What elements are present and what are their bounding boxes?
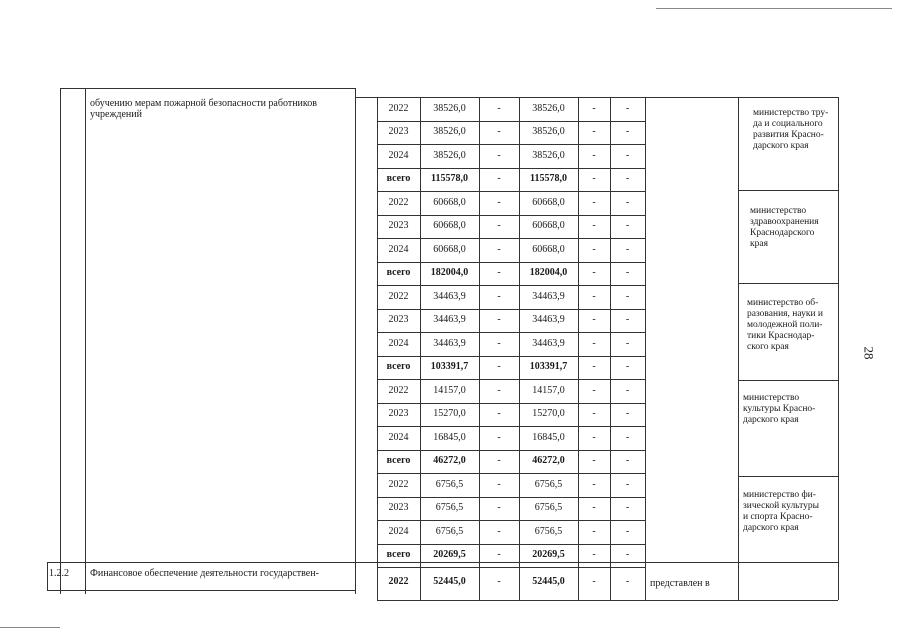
row-18-fed: -: [497, 525, 501, 537]
row-11-regional: 103391,7: [529, 361, 568, 373]
row-15-total: 46272,0: [433, 455, 466, 467]
row-0-regional: 38526,0: [532, 102, 565, 114]
row-11-total: 103391,7: [430, 361, 469, 373]
row-19-other: -: [625, 549, 630, 561]
row-18-other: -: [625, 525, 630, 537]
col-line-num: [85, 88, 86, 594]
row-3-local: -: [592, 173, 596, 185]
col-line-result: [738, 97, 739, 600]
row-7-fed: -: [497, 267, 501, 279]
row-4-year: 2022: [388, 196, 409, 208]
row-122-other: -: [625, 576, 630, 587]
row-122-regional: 52445,0: [532, 576, 565, 587]
row-19-local: -: [592, 549, 596, 561]
row-10-year: 2024: [388, 337, 409, 349]
row-5-other: -: [625, 220, 630, 232]
row-2-total: 38526,0: [433, 149, 466, 161]
executor-culture: министерство культуры Красно- дарского края: [743, 393, 816, 425]
executor-education: министерство об- разования, науки и молодежной поли- тики Краснодар- ского края: [747, 298, 824, 352]
row-11-other: -: [625, 361, 630, 373]
row-line-19: [377, 567, 645, 568]
row-18-local: -: [592, 525, 596, 537]
row-1-total: 38526,0: [433, 126, 466, 138]
row-0-total: 38526,0: [433, 102, 466, 114]
row-17-regional: 6756,5: [534, 502, 563, 514]
row-11-fed: -: [497, 361, 501, 373]
row-6-total: 60668,0: [433, 243, 466, 255]
row-14-fed: -: [497, 431, 501, 443]
col-line-right: [838, 97, 839, 600]
row-14-other: -: [625, 431, 630, 443]
row-122-description: Финансовое обеспечение деятельности государствен-: [90, 568, 319, 579]
row-6-year: 2024: [388, 243, 409, 255]
row-15-fed: -: [497, 455, 501, 467]
row-16-regional: 6756,5: [534, 478, 563, 490]
row-5-total: 60668,0: [433, 220, 466, 232]
row-122-year: 2022: [388, 576, 409, 587]
col-line-left: [60, 88, 61, 594]
row-16-total: 6756,5: [435, 478, 464, 490]
executor-health: министерство здравоохранения Краснодарского края: [750, 206, 819, 249]
row-18-total: 6756,5: [435, 525, 464, 537]
row-2-other: -: [625, 149, 630, 161]
row-12-year: 2022: [388, 384, 409, 396]
row-1-year: 2023: [388, 126, 409, 138]
row-10-local: -: [592, 337, 596, 349]
row-10-regional: 34463,9: [532, 337, 565, 349]
exec-sep-3: [738, 380, 838, 381]
row-122-result: представлен в: [650, 578, 710, 589]
row-9-year: 2023: [388, 314, 409, 326]
row-3-regional: 115578,0: [530, 173, 567, 185]
row-2-fed: -: [497, 149, 501, 161]
row-2-year: 2024: [388, 149, 409, 161]
row-10-total: 34463,9: [433, 337, 466, 349]
row-7-local: -: [592, 267, 596, 279]
row-1-regional: 38526,0: [532, 126, 565, 138]
row-9-other: -: [625, 314, 630, 326]
row-17-other: -: [625, 502, 630, 514]
row-1-other: -: [625, 126, 630, 138]
page-number: 28: [861, 346, 877, 360]
row-10-fed: -: [497, 337, 501, 349]
row-9-fed: -: [497, 314, 501, 326]
col-line-other: [645, 97, 646, 600]
row-17-local: -: [592, 502, 596, 514]
row-13-regional: 15270,0: [532, 408, 565, 420]
row-13-year: 2023: [388, 408, 409, 420]
row-13-total: 15270,0: [433, 408, 466, 420]
row-8-local: -: [592, 290, 596, 302]
row-16-local: -: [592, 478, 596, 490]
row-11-year: всего: [386, 361, 411, 373]
row-8-total: 34463,9: [433, 290, 466, 302]
row-4-local: -: [592, 196, 596, 208]
exec-sep-1: [738, 190, 838, 191]
section-description: обучению мерам пожарной безопасности работников учреждений: [90, 98, 317, 120]
scan-edge-bottom: [0, 627, 60, 628]
row-122-bottom-line: [47, 590, 355, 591]
row-122-left-line: [47, 562, 48, 590]
row-15-year: всего: [386, 455, 411, 467]
row-12-local: -: [592, 384, 596, 396]
row-5-regional: 60668,0: [532, 220, 565, 232]
row-3-other: -: [625, 173, 630, 185]
row-14-local: -: [592, 431, 596, 443]
row-0-local: -: [592, 102, 596, 114]
row-12-other: -: [625, 384, 630, 396]
row-4-fed: -: [497, 196, 501, 208]
row-1-fed: -: [497, 126, 501, 138]
row-10-other: -: [625, 337, 630, 349]
row-14-regional: 16845,0: [532, 431, 565, 443]
row-5-local: -: [592, 220, 596, 232]
row-4-total: 60668,0: [433, 196, 466, 208]
scan-edge-top: [656, 8, 892, 9]
row-13-local: -: [592, 408, 596, 420]
row-8-fed: -: [497, 290, 501, 302]
row-17-fed: -: [497, 502, 501, 514]
row-4-other: -: [625, 196, 630, 208]
row-7-total: 182004,0: [430, 267, 469, 279]
row-11-local: -: [592, 361, 596, 373]
row-9-regional: 34463,9: [532, 314, 565, 326]
row-16-fed: -: [497, 478, 501, 490]
row-3-total: 115578,0: [431, 173, 468, 185]
exec-sep-4: [738, 476, 838, 477]
row-16-year: 2022: [388, 478, 409, 490]
row-7-regional: 182004,0: [529, 267, 568, 279]
row-14-year: 2024: [388, 431, 409, 443]
row-0-fed: -: [497, 102, 501, 114]
row-12-total: 14157,0: [433, 384, 466, 396]
row-122-total: 52445,0: [433, 576, 466, 587]
row-18-regional: 6756,5: [534, 525, 563, 537]
row-8-year: 2022: [388, 290, 409, 302]
col-line-desc: [355, 88, 356, 594]
row-122-local: -: [592, 576, 596, 587]
row-12-fed: -: [497, 384, 501, 396]
row-18-year: 2024: [388, 525, 409, 537]
row-122-bottom-line-right: [377, 600, 838, 601]
row-15-local: -: [592, 455, 596, 467]
row-19-total: 20269,5: [433, 549, 466, 561]
row-2-local: -: [592, 149, 596, 161]
row-13-fed: -: [497, 408, 501, 420]
row-122-fed: -: [497, 576, 501, 587]
row-7-other: -: [625, 267, 630, 279]
row-15-regional: 46272,0: [532, 455, 565, 467]
row-8-regional: 34463,9: [532, 290, 565, 302]
row-4-regional: 60668,0: [532, 196, 565, 208]
row-19-year: всего: [386, 549, 411, 561]
row-19-fed: -: [497, 549, 501, 561]
row-17-total: 6756,5: [435, 502, 464, 514]
executor-sport: министерство фи- зической культуры и спорта Красно- дарского края: [743, 490, 820, 533]
row-6-fed: -: [497, 243, 501, 255]
row-13-other: -: [625, 408, 630, 420]
exec-sep-2: [738, 283, 838, 284]
row-122-num: 1.2.2: [49, 568, 69, 579]
executor-labor: министерство тру- да и социального развития Красно- дарского края: [753, 108, 829, 151]
table-top-line: [60, 88, 355, 89]
row-19-regional: 20269,5: [532, 549, 565, 561]
row-3-fed: -: [497, 173, 501, 185]
row-9-local: -: [592, 314, 596, 326]
row-12-regional: 14157,0: [532, 384, 565, 396]
row-5-fed: -: [497, 220, 501, 232]
row-5-year: 2023: [388, 220, 409, 232]
row-16-other: -: [625, 478, 630, 490]
row-0-year: 2022: [388, 102, 409, 114]
row-6-local: -: [592, 243, 596, 255]
row-2-regional: 38526,0: [532, 149, 565, 161]
row-7-year: всего: [386, 267, 411, 279]
row-0-other: -: [625, 102, 630, 114]
row-9-total: 34463,9: [433, 314, 466, 326]
row-1-local: -: [592, 126, 596, 138]
row-3-year: всего: [386, 173, 411, 185]
row-14-total: 16845,0: [433, 431, 466, 443]
row-17-year: 2023: [388, 502, 409, 514]
row-6-other: -: [625, 243, 630, 255]
row-8-other: -: [625, 290, 630, 302]
row-6-regional: 60668,0: [532, 243, 565, 255]
row-15-other: -: [625, 455, 630, 467]
